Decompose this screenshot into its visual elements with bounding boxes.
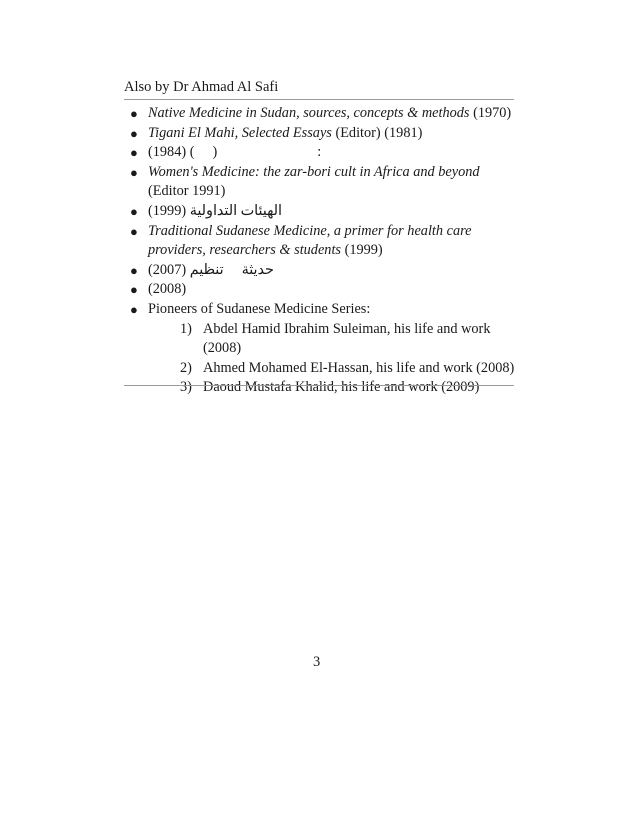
list-item bbox=[130, 280, 518, 300]
series-list bbox=[148, 320, 518, 398]
bullet-icon: ● bbox=[130, 301, 138, 317]
bullet-icon: ● bbox=[130, 164, 138, 180]
item-arabic-title: الهيئات التداولية bbox=[189, 202, 282, 219]
bullet-icon: ● bbox=[130, 223, 138, 239]
publication-list bbox=[130, 104, 518, 398]
section-end-rule bbox=[124, 385, 514, 386]
item-year: (1999) bbox=[344, 242, 383, 259]
list-item bbox=[130, 143, 518, 163]
item-detail: (Editor 1991) bbox=[148, 183, 226, 200]
series-heading: Pioneers of Sudanese Medicine Series: bbox=[148, 300, 371, 317]
item-year: (2008) bbox=[148, 281, 187, 298]
bullet-icon: ● bbox=[130, 262, 138, 278]
item-title: Traditional Sudanese Medicine, a primer for health care providers, researchers & students bbox=[148, 222, 472, 259]
item-year: (1999) bbox=[148, 202, 187, 219]
list-item bbox=[130, 222, 518, 261]
item-title: Women's Medicine: the zar-bori cult in Africa and beyond bbox=[148, 163, 480, 180]
item-arabic-word: حديثة bbox=[241, 261, 274, 278]
series-number: 3) bbox=[180, 379, 192, 396]
series-number: 2) bbox=[180, 359, 192, 376]
list-item bbox=[130, 202, 518, 222]
item-detail: (Editor) (1981) bbox=[335, 124, 423, 141]
bullet-icon: ● bbox=[130, 203, 138, 219]
item-paren-open: ( bbox=[189, 144, 195, 161]
item-title: Native Medicine in Sudan, sources, concepts & methods bbox=[148, 105, 470, 121]
series-text: Daoud Mustafa Khalid, his life and work (2009) bbox=[203, 379, 480, 396]
series-item bbox=[148, 378, 518, 398]
series-text: Ahmed Mohamed El-Hassan, his life and work (2008) bbox=[203, 359, 515, 376]
series-number: 1) bbox=[180, 320, 192, 337]
series-item bbox=[148, 359, 518, 379]
item-colon: : bbox=[317, 144, 322, 161]
series-item bbox=[148, 320, 518, 359]
list-item bbox=[130, 124, 518, 144]
bullet-icon: ● bbox=[130, 106, 138, 121]
bullet-icon: ● bbox=[130, 125, 138, 141]
item-year: (1984) bbox=[148, 144, 187, 161]
item-year: (2007) bbox=[148, 261, 187, 278]
item-year: (1970) bbox=[473, 105, 512, 121]
list-item bbox=[130, 300, 518, 398]
list-item bbox=[130, 261, 518, 281]
item-paren-close: ) bbox=[212, 144, 218, 161]
item-title: Tigani El Mahi, Selected Essays bbox=[148, 124, 332, 141]
list-item bbox=[130, 104, 518, 124]
section-heading: Also by Dr Ahmad Al Safi bbox=[124, 79, 279, 95]
bullet-icon: ● bbox=[130, 282, 138, 298]
item-arabic-word: تنظيم bbox=[189, 261, 224, 278]
list-item bbox=[130, 163, 518, 202]
bullet-icon: ● bbox=[130, 145, 138, 161]
page-number: 3 bbox=[313, 654, 321, 670]
heading-rule bbox=[124, 99, 514, 100]
series-text: Abdel Hamid Ibrahim Suleiman, his life and work (2008) bbox=[203, 320, 491, 357]
